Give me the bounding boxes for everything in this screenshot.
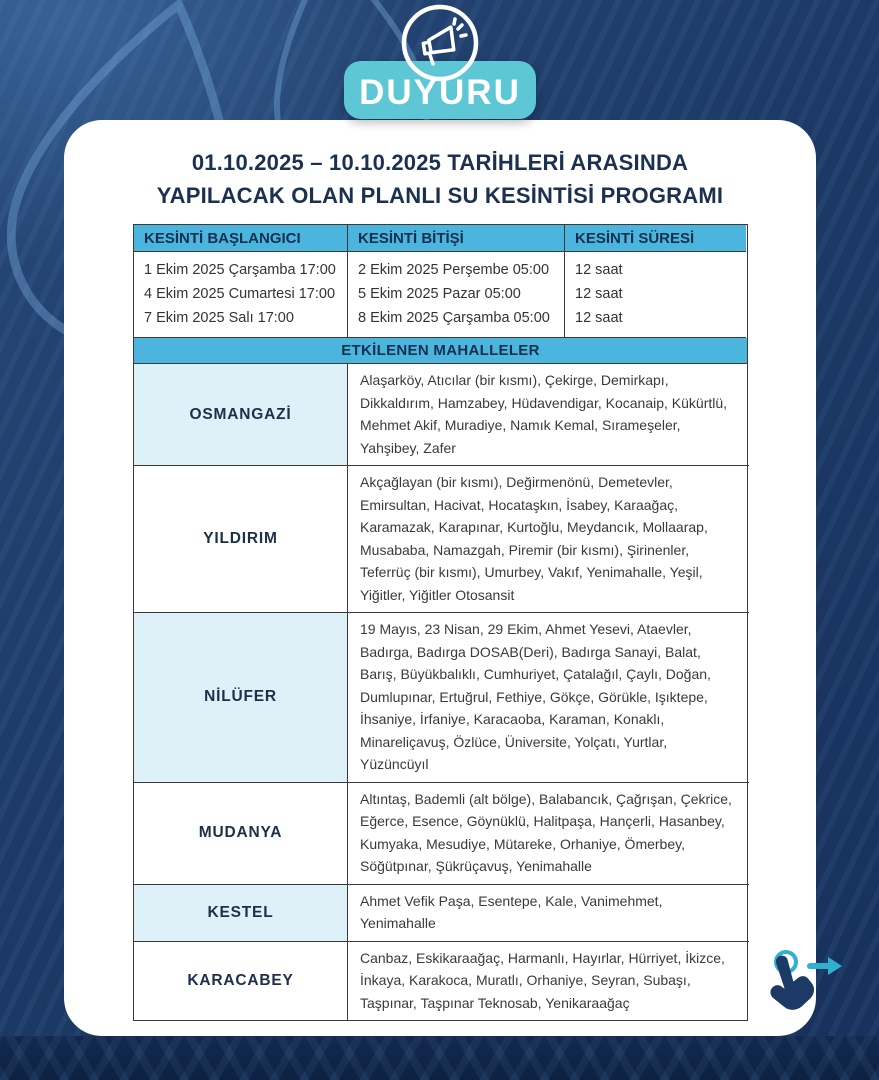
end-date: 5 Ekim 2025 Pazar 05:00	[358, 286, 521, 302]
page-title	[64, 146, 816, 212]
swipe-hand-icon[interactable]	[752, 940, 848, 1026]
column-header-end: KESİNTİ BİTİŞİ	[347, 225, 564, 252]
affected-neighborhoods-header: ETKİLENEN MAHALLELER	[134, 338, 747, 364]
megaphone-icon	[399, 2, 481, 84]
district-name: MUDANYA	[134, 783, 347, 885]
end-date: 8 Ekim 2025 Çarşamba 05:00	[358, 310, 550, 326]
district-name: OSMANGAZİ	[134, 364, 347, 466]
bottom-pattern-band	[0, 1036, 879, 1080]
schedule-section	[134, 225, 747, 338]
start-date: 1 Ekim 2025 Çarşamba 17:00	[144, 262, 336, 278]
district-neighborhoods: Canbaz, Eskikaraağaç, Harmanlı, Hayırlar, Hürriyet, İkizce, İnkaya, Karakoca, Muratlı, Orhaniye, Seyran, Subaşı, Taşpınar, Taşpınar Teknosab, Yenikaraağaç	[347, 942, 749, 1021]
start-dates-cell	[134, 252, 347, 338]
durations-cell	[564, 252, 746, 338]
district-name: NİLÜFER	[134, 613, 347, 783]
district-neighborhoods: Alaşarköy, Atıcılar (bir kısmı), Çekirge, Demirkapı, Dikkaldırım, Hamzabey, Hüdavendigar, Kocanaip, Kükürtlü, Mehmet Akif, Muradiye, Namık Kemal, Sırameşeler, Yahşibey, Zafer	[347, 364, 749, 466]
column-header-start: KESİNTİ BAŞLANGICI	[134, 225, 347, 252]
announcement-card	[64, 120, 816, 1036]
duration: 12 saat	[575, 286, 623, 302]
start-date: 4 Ekim 2025 Cumartesi 17:00	[144, 286, 336, 302]
district-name: KESTEL	[134, 885, 347, 942]
district-neighborhoods: Akçağlayan (bir kısmı), Değirmenönü, Demetevler, Emirsultan, Hacivat, Hocataşkın, İsabey, Karaağaç, Karamazak, Karapınar, Kurtoğlu, Meydancık, Mollaarap, Musababa, Namazgah, Piremir (bir kısmı), Şirinenler, Teferrüç (bir kısmı), Umurbey, Vakıf, Yenimahalle, Yeşil, Yiğitler, Yiğitler Otosansit	[347, 466, 749, 613]
district-neighborhoods: 19 Mayıs, 23 Nisan, 29 Ekim, Ahmet Yesevi, Ataevler, Badırga, Badırga DOSAB(Deri), Badırga Sanayi, Balat, Barış, Büyükbalıklı, Cumhuriyet, Çatalağıl, Çaylı, Doğan, Dumlupınar, Ertuğrul, Fethiye, Gökçe, Görükle, Işıktepe, İhsaniye, İrfaniye, Karacaoba, Karaman, Konaklı, Minareliçavuş, Özlüce, Üniversite, Yolçatı, Yurtlar, Yüzüncüyıl	[347, 613, 749, 783]
district-name: YILDIRIM	[134, 466, 347, 613]
start-date: 7 Ekim 2025 Salı 17:00	[144, 310, 294, 326]
column-header-duration: KESİNTİ SÜRESİ	[564, 225, 746, 252]
districts-section	[134, 364, 747, 1020]
end-dates-cell	[347, 252, 564, 338]
announcement-badge-label: DUYURU	[359, 73, 521, 112]
end-date: 2 Ekim 2025 Perşembe 05:00	[358, 262, 550, 278]
page-title-line2: YAPILACAK OLAN PLANLI SU KESİNTİSİ PROGRAMI	[156, 183, 724, 208]
duration: 12 saat	[575, 262, 623, 278]
page-title-line1: 01.10.2025 – 10.10.2025 TARİHLERİ ARASINDA	[191, 150, 689, 175]
district-name: KARACABEY	[187, 971, 294, 989]
district-neighborhoods: Ahmet Vefik Paşa, Esentepe, Kale, Vanimehmet, Yenimahalle	[347, 885, 749, 942]
outage-table	[133, 224, 748, 1021]
duration: 12 saat	[575, 310, 623, 326]
district-neighborhoods: Altıntaş, Bademli (alt bölge), Balabancık, Çağrışan, Çekrice, Eğerce, Esence, Göynüklü, Halitpaşa, Hançerli, Hasanbey, Kumyaka, Mesudiye, Mütareke, Orhaniye, Ömerbey, Söğütpınar, Şükrüçavuş, Yenimahalle	[347, 783, 749, 885]
